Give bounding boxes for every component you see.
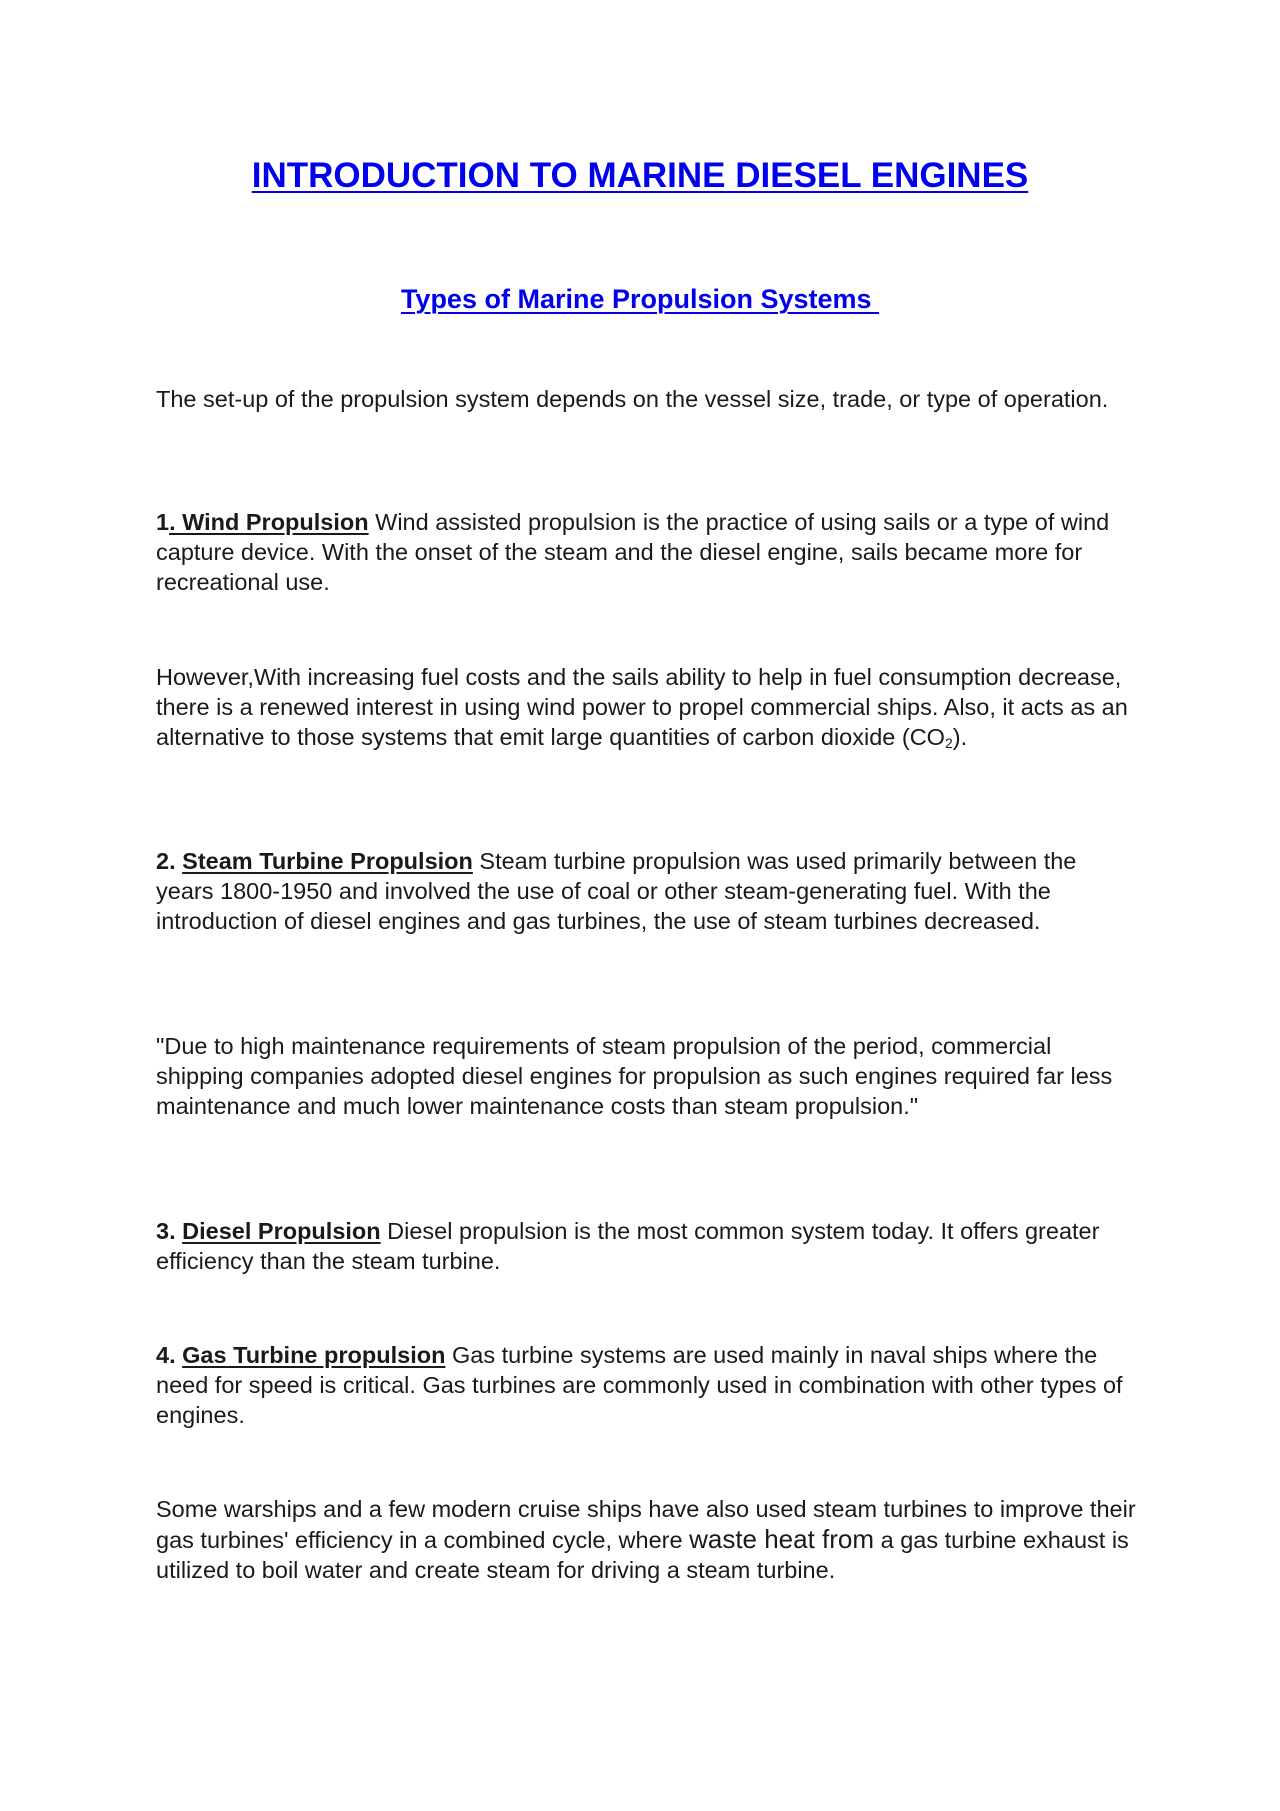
wind-propulsion-paragraph <box>156 507 1136 597</box>
section-text: Gas turbine systems are used mainly in naval ships where the need for speed is critical. Gas turbines are commonly used in combination with other types of engines. <box>156 1342 1123 1428</box>
closing-paragraph <box>156 1494 1136 1585</box>
however-text-end: ). <box>952 724 968 750</box>
section-heading-wind-propulsion: . Wind Propulsion <box>169 509 369 535</box>
section-text: Diesel propulsion is the most common system today. It offers greater efficiency than the steam turbine. <box>156 1218 1100 1274</box>
document-title-text: INTRODUCTION TO MARINE DIESEL ENGINES <box>251 156 1029 195</box>
co2-subscript: 2 <box>944 735 953 751</box>
document-title <box>0 154 1280 198</box>
closing-text-large: waste heat from <box>689 1524 875 1554</box>
document-subtitle-text: Types of Marine Propulsion Systems <box>400 284 880 314</box>
section-heading-diesel-propulsion: Diesel Propulsion <box>182 1218 381 1244</box>
section-number: 3. <box>156 1218 183 1244</box>
diesel-propulsion-paragraph <box>156 1216 1136 1276</box>
section-number: 2. <box>156 848 183 874</box>
gas-turbine-paragraph <box>156 1340 1136 1430</box>
closing-text: Some warships and a few modern cruise ships have also used steam turbines to improve their gas turbines' efficiency in a combined cycle, where <box>156 1496 1136 1553</box>
document-subtitle <box>0 282 1280 316</box>
however-paragraph <box>156 662 1136 752</box>
however-text: However,With increasing fuel costs and the sails ability to help in fuel consumption decrease, there is a renewed interest in using wind power to propel commercial ships. Also, it acts as an alternative to those systems that emit large quantities of carbon dioxide (CO <box>156 664 1128 750</box>
section-heading-steam-turbine: Steam Turbine Propulsion <box>182 848 473 874</box>
steam-turbine-paragraph <box>156 846 1136 936</box>
quote-paragraph: "Due to high maintenance requirements of steam propulsion of the period, commercial shipping companies adopted diesel engines for propulsion as such engines required far less maintenance and much lower maintenance costs than steam propulsion." <box>156 1033 1113 1119</box>
intro-paragraph: The set-up of the propulsion system depends on the vessel size, trade, or type of operation. <box>156 386 1109 412</box>
section-number: 1 <box>156 509 170 535</box>
section-number: 4. <box>156 1342 183 1368</box>
section-text: Wind assisted propulsion is the practice of using sails or a type of wind capture device. With the onset of the steam and the diesel engine, sails became more for recreational use. <box>156 509 1110 595</box>
closing-text-end: a gas turbine exhaust is utilized to boil water and create steam for driving a steam turbine. <box>156 1527 1129 1583</box>
section-heading-gas-turbine: Gas Turbine propulsion <box>182 1342 446 1368</box>
section-text: Steam turbine propulsion was used primarily between the years 1800-1950 and involved the use of coal or other steam-generating fuel. With the introduction of diesel engines and gas turbines, the use of steam turbines decreased. <box>156 848 1077 934</box>
